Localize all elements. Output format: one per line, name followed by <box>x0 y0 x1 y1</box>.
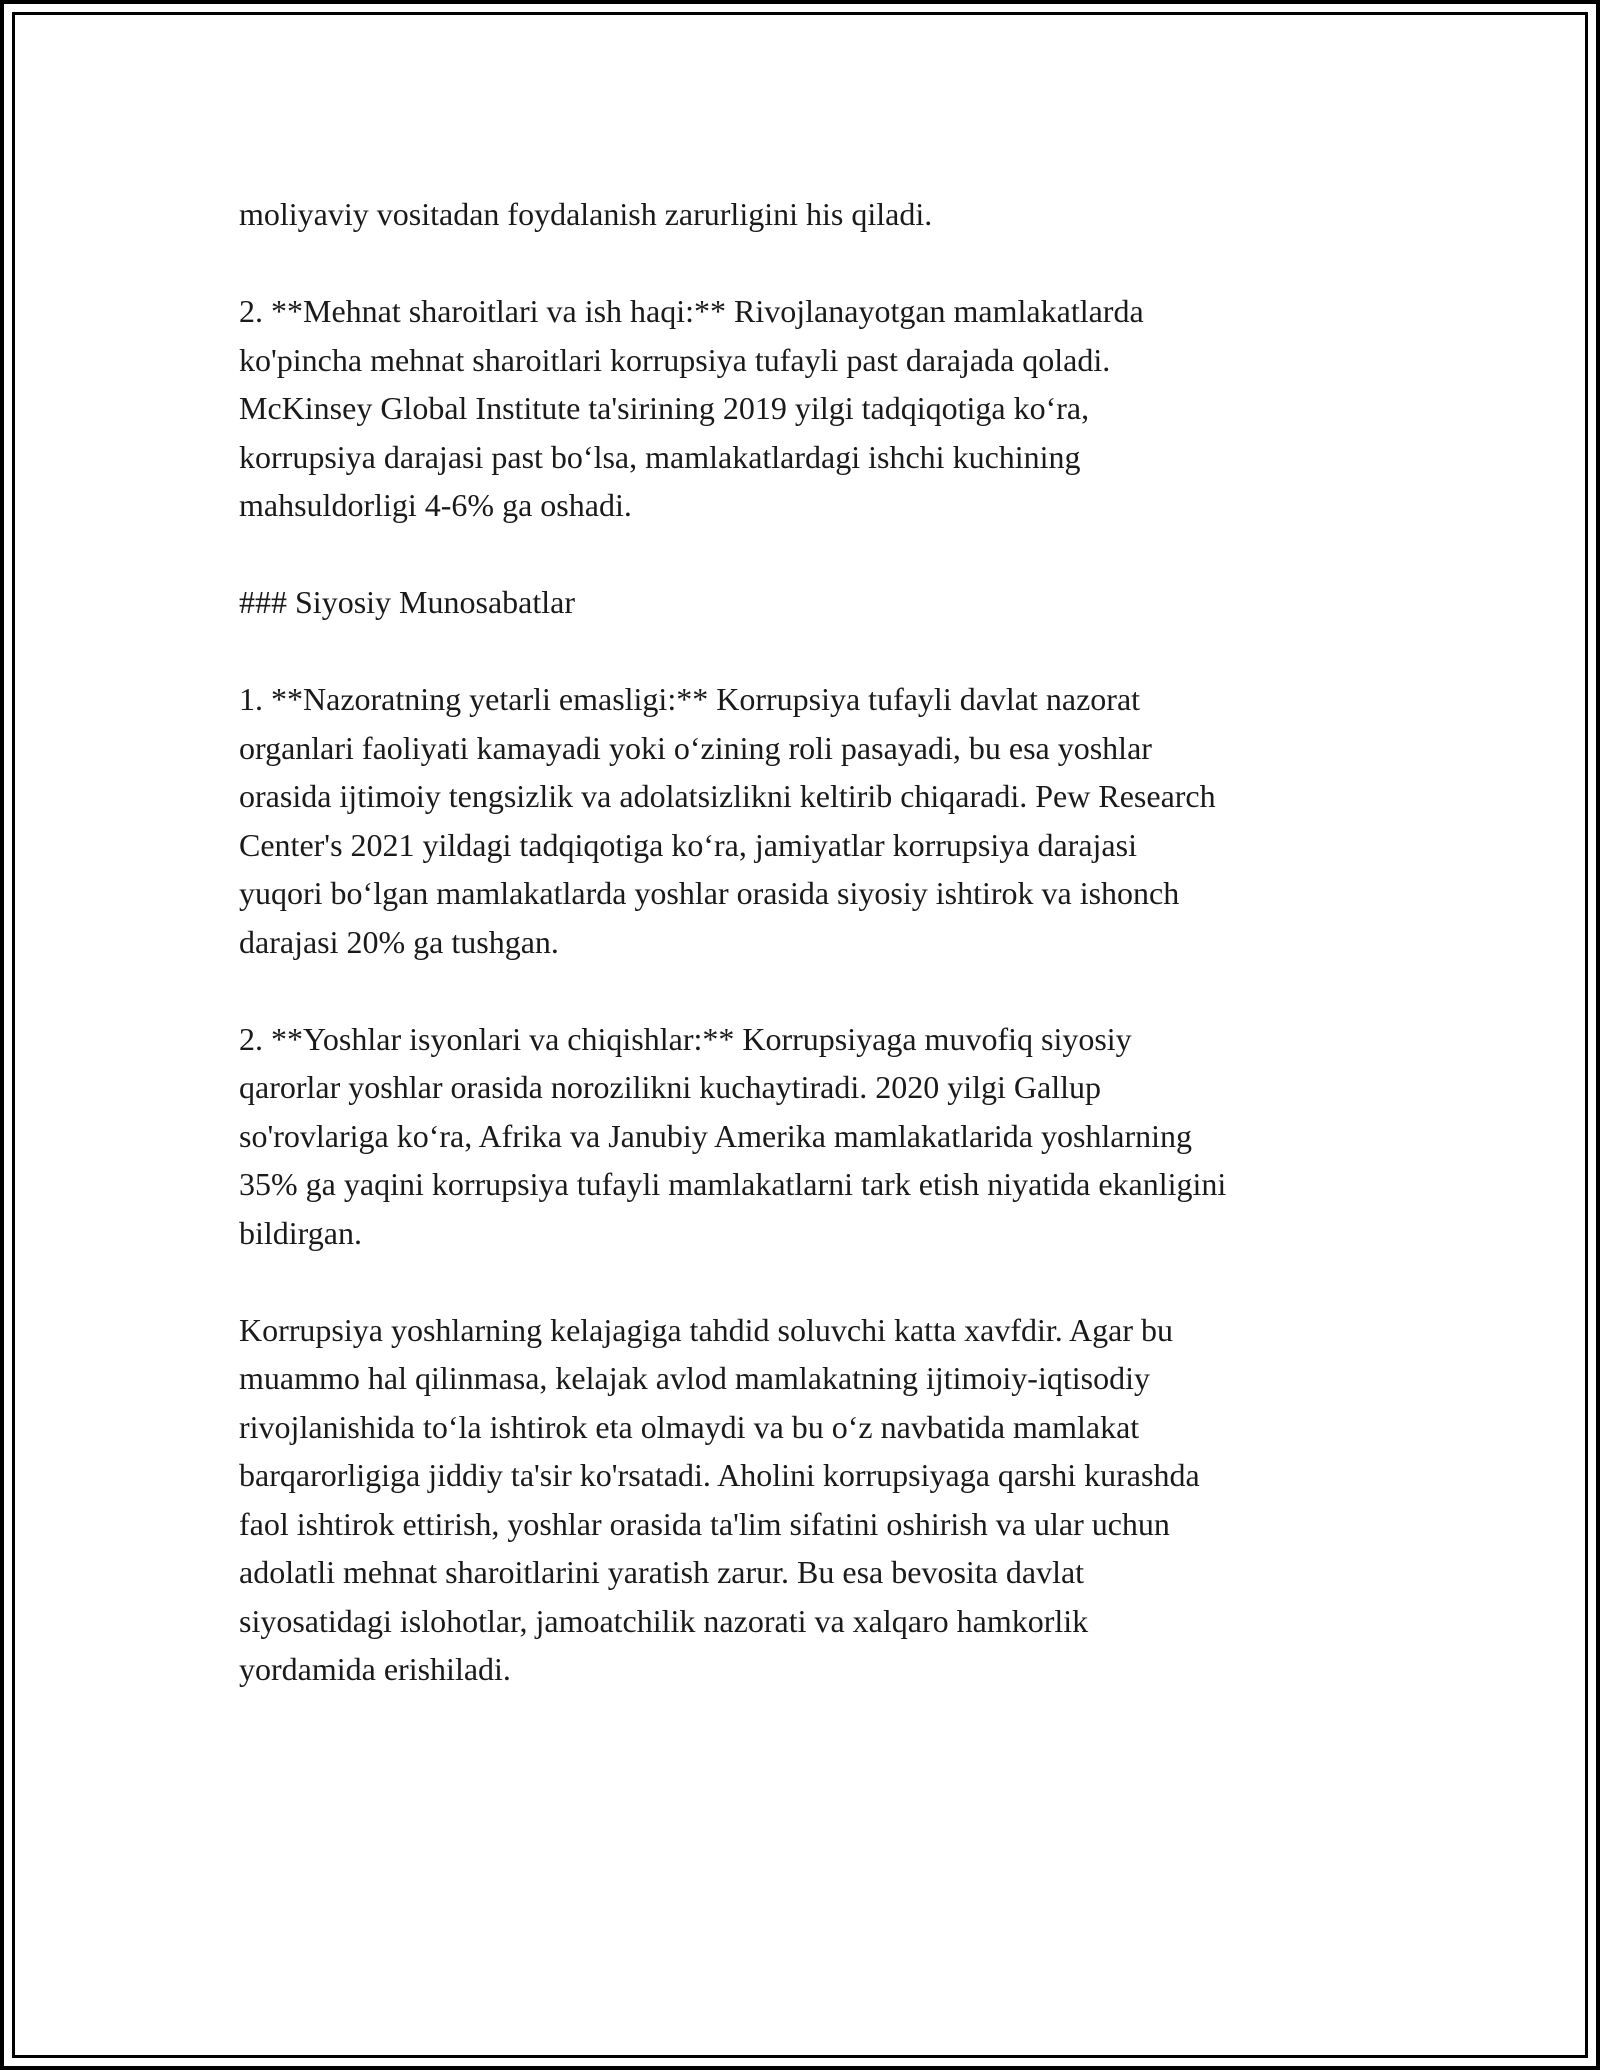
text-line: faol ishtirok ettirish, yoshlar orasida ta'lim sifatini oshirish va ular uchun <box>239 1505 1170 1542</box>
heading-line: ### Siyosiy Munosabatlar <box>239 584 575 620</box>
list-item-nazoratning-yetarli-emasligi <box>239 675 1389 966</box>
text-line: orasida ijtimoiy tengsizlik va adolatsizlikni keltirib chiqaradi. Pew Research <box>239 778 1216 814</box>
section-heading-siyosiy-munosabatlar <box>239 578 1389 627</box>
text-line: adolatli mehnat sharoitlarini yaratish zarur. Bu esa bevosita davlat <box>239 1554 1085 1590</box>
text-line: qarorlar yoshlar orasida norozilikni kuchaytiradi. 2020 yilgi Gallup <box>239 1069 1101 1105</box>
list-item-mehnat-sharoitlari <box>239 287 1389 530</box>
text-line: Center's 2021 yildagi tadqiqotiga ko‘ra, jamiyatlar korrupsiya darajasi <box>239 826 1137 863</box>
text-line: 35% ga yaqini korrupsiya tufayli mamlakatlarni tark etish niyatida ekanligini <box>239 1166 1227 1202</box>
text-line: siyosatidagi islohotlar, jamoatchilik nazorati va xalqaro hamkorlik <box>239 1602 1089 1639</box>
text-line: 2. **Mehnat sharoitlari va ish haqi:** Rivojlanayotgan mamlakatlarda <box>239 293 1144 329</box>
text-line: ko'pincha mehnat sharoitlari korrupsiya tufayli past darajada qoladi. <box>239 341 1111 378</box>
text-line: yordamida erishiladi. <box>239 1651 511 1687</box>
document-body <box>239 190 1389 1742</box>
list-item-yoshlar-isyonlari <box>239 1015 1389 1258</box>
paragraph-continuation <box>239 190 1389 239</box>
paragraph-conclusion <box>239 1306 1389 1694</box>
text-line: so'rovlariga ko‘ra, Afrika va Janubiy Amerika mamlakatlarida yoshlarning <box>239 1117 1193 1154</box>
text-line: korrupsiya darajasi past bo‘lsa, mamlakatlardagi ishchi kuchining <box>239 438 1081 475</box>
text-line: McKinsey Global Institute ta'sirining 2019 yilgi tadqiqotiga ko‘ra, <box>239 390 1090 426</box>
text-line: moliyaviy vositadan foydalanish zarurligini his qiladi. <box>239 196 933 232</box>
text-line: 1. **Nazoratning yetarli emasligi:** Korrupsiya tufayli davlat nazorat <box>239 681 1141 717</box>
text-line: barqarorligiga jiddiy ta'sir ko'rsatadi. Aholini korrupsiyaga qarshi kurashda <box>239 1457 1200 1493</box>
text-line: rivojlanishida to‘la ishtirok eta olmaydi va bu o‘z navbatida mamlakat <box>239 1408 1140 1445</box>
text-line: 2. **Yoshlar isyonlari va chiqishlar:** Korrupsiyaga muvofiq siyosiy <box>239 1020 1132 1057</box>
text-line: muammo hal qilinmasa, kelajak avlod mamlakatning ijtimoiy-iqtisodiy <box>239 1360 1150 1396</box>
text-line: darajasi 20% ga tushgan. <box>239 923 559 960</box>
text-line: bildirgan. <box>239 1214 362 1251</box>
text-line: mahsuldorligi 4-6% ga oshadi. <box>239 487 632 523</box>
text-line: organlari faoliyati kamayadi yoki o‘zining roli pasayadi, bu esa yoshlar <box>239 729 1152 766</box>
text-line: yuqori bo‘lgan mamlakatlarda yoshlar orasida siyosiy ishtirok va ishonch <box>239 875 1180 911</box>
text-line: Korrupsiya yoshlarning kelajagiga tahdid soluvchi katta xavfdir. Agar bu <box>239 1311 1173 1348</box>
